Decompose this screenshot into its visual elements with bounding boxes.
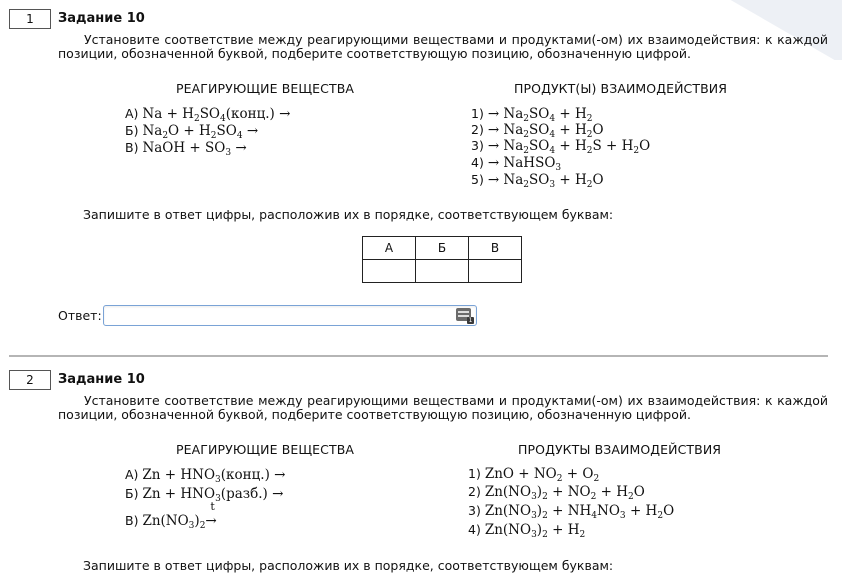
product-2: 2) $Zn(NO_3)_2 + NO_2 + H_2O$ — [468, 484, 645, 502]
table-header-b: Б — [416, 237, 469, 260]
task-title: Задание 10 — [58, 372, 145, 387]
table-header-c: В — [469, 237, 522, 260]
reactant-a: А) $Zn + HNO_3(конц.)$ → — [125, 467, 286, 485]
table-cell-c — [469, 260, 522, 283]
answer-input[interactable] — [103, 305, 477, 326]
product-4: 4) → NaHSO$_3$ — [471, 155, 562, 173]
task-separator — [9, 355, 828, 357]
product-4: 4) $Zn(NO_3)_2 + H_2$ — [468, 522, 586, 540]
instruction-text: Запишите в ответ цифры, расположив их в порядке, соответствующем буквам: — [83, 207, 614, 222]
answer-label: Ответ: — [58, 308, 102, 323]
keyboard-icon[interactable]: 1 — [456, 308, 471, 321]
table-header-a: А — [363, 237, 416, 260]
reactant-b: Б) $Na_2O + H_2SO_4$ → — [125, 123, 259, 141]
reactant-a: А) $Na + H_2SO_4(конц.)$ → — [125, 106, 291, 124]
task-title: Задание 10 — [58, 11, 145, 26]
task-number-box[interactable]: 2 — [9, 370, 51, 390]
product-1: 1) ZnO + $NO_2 + O_2$ — [468, 466, 600, 484]
instruction-text: Запишите в ответ цифры, расположив их в порядке, соответствующем буквам: — [83, 558, 614, 573]
products-header: ПРОДУКТЫ ВЗАИМОДЕЙСТВИЯ — [518, 442, 722, 457]
table-cell-b — [416, 260, 469, 283]
product-2: $2) \to Na_2SO_4 + H_2O$ — [471, 122, 604, 140]
product-3: $3) \to Na_2SO_4 + H_2S + H_2O$ — [471, 138, 651, 156]
reactant-c: В) NaOH + $SO_3$ → — [125, 140, 247, 158]
products-header: ПРОДУКТ(Ы) ВЗАИМОДЕЙСТВИЯ — [514, 81, 728, 96]
product-3: 3) $Zn(NO_3)_2 + NH_4NO_3 + H_2O$ — [468, 503, 675, 521]
heat-label: t — [210, 500, 215, 513]
answer-table — [362, 236, 522, 283]
table-cell-a — [363, 260, 416, 283]
task-description: Установите соответствие между реагирующими веществами и продуктами(-ом) их взаимодействия: к каждой позиции, обозначенной буквой, подберите соответствующую позицию, обозначенную цифрой. — [58, 32, 828, 61]
product-5: $5) \to Na_2SO_3 + H_2O$ — [471, 172, 604, 190]
reactant-b: Б) $Zn + HNO_3(разб.)$ → — [125, 486, 284, 504]
reactants-header: РЕАГИРУЮЩИЕ ВЕЩЕСТВА — [176, 442, 355, 457]
reactants-header: РЕАГИРУЮЩИЕ ВЕЩЕСТВА — [176, 81, 355, 96]
reactant-c: В) $Zn(NO_3)_2$ t → — [125, 500, 217, 531]
task-number-box[interactable]: 1 — [9, 9, 51, 29]
product-1: $1) \to Na_2SO_4 + H_2$ — [471, 106, 593, 124]
task-description: Установите соответствие между реагирующими веществами и продуктами(-ом) их взаимодействия: к каждой позиции, обозначенной буквой, подберите соответствующую позицию, обозначенную цифрой. — [58, 393, 828, 422]
